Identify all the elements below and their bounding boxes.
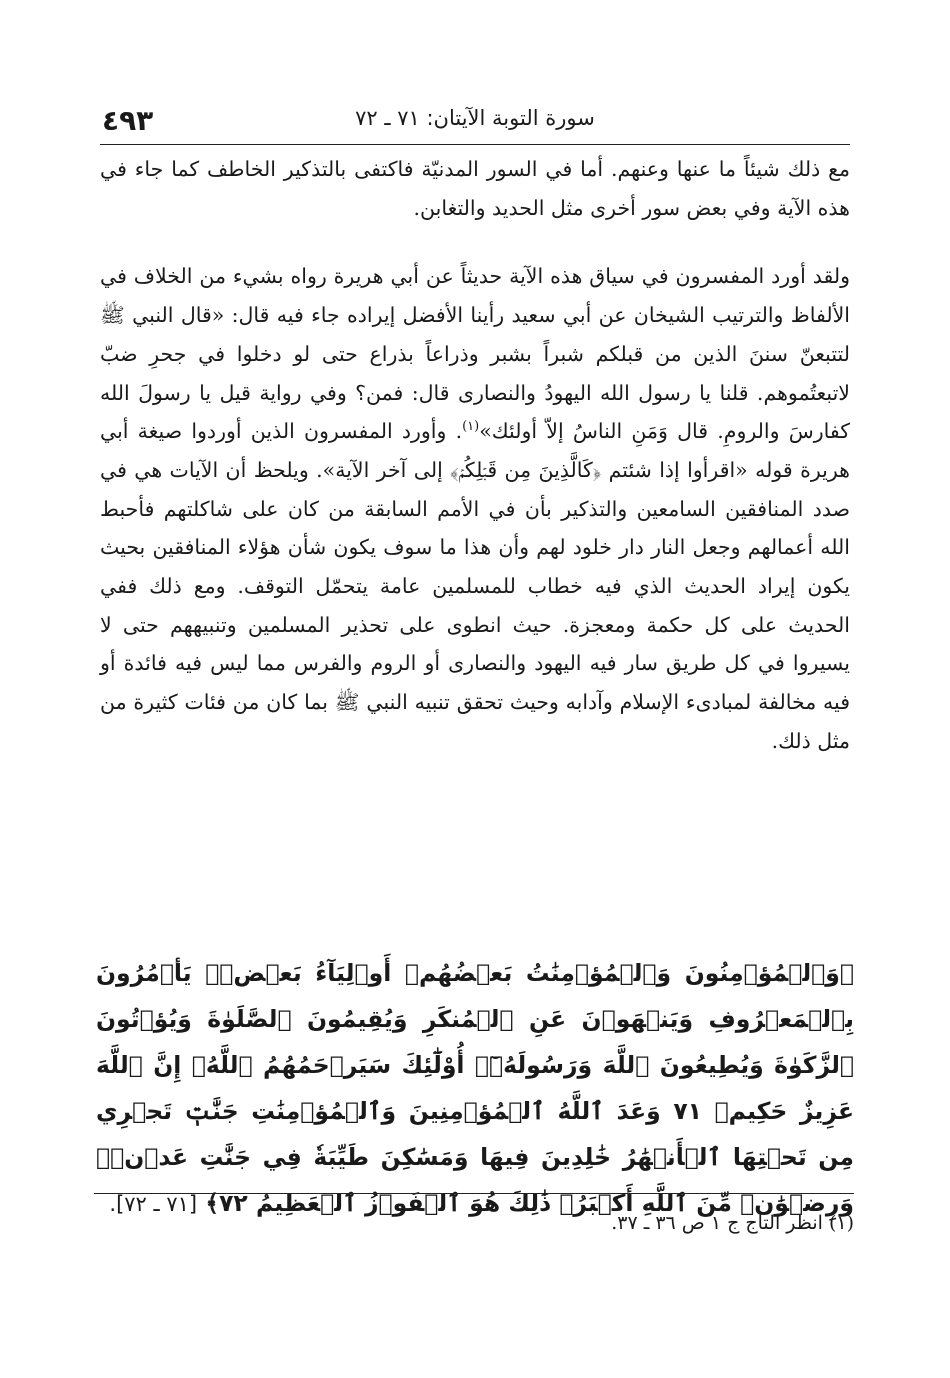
paragraph-2-main: ولقد أورد المفسرون في سياق هذه الآية حديثاً عن أبي هريرة رواه بشيء من الخلاف في الألفاظ والترتيب الشيخان عن أبي سعيد رأينا الأفضل إيراده جاء فيه قال: «قال النبي ﷺ لتتبعنّ سننَ الذين من قبلكم شبراً بشبر وذراعاً بذراع حتى لو دخلوا في جحرِ ضبّ لاتبعتُموهم. قلنا يا رسول الله اليهودُ والنصارى قال: فمن؟ وفي رواية قيل يا رسولَ الله كفارسَ والرومِ. قال وَمَنِ الناسُ إلاّ أولئك» <box>100 264 850 444</box>
verse-reference: [٧١ ـ ٧٢]. <box>109 1192 198 1216</box>
quran-verse-block <box>96 950 854 1227</box>
page-number: ٤٩٣ <box>102 104 154 137</box>
page-header <box>100 100 850 145</box>
running-title: سورة التوبة الآيتان: ٧١ ـ ٧٢ <box>355 106 595 130</box>
body-text <box>100 150 850 761</box>
paragraph-2-rest: . وأورد المفسرون الذين أوردوا صيغة أبي هريرة قوله «اقرأوا إذا شئتم ﴿كَالَّذِينَ مِن قَبۡلِكُمۡ﴾ إلى آخر الآية». ويلحظ أن الآيات هي في صدد المنافقين السامعين والتذكير بأن في الأمم السابقة من كان على شاكلتهم فأحبط الله أعمالهم وجعل النار دار خلود لهم وأن هذا ما سوف يكون شأن هؤلاء المنافقين بحيث يكون إيراد الحديث الذي فيه خطاب للمسلمين عامة يتحمّل التوقف. ومع ذلك ففي الحديث على كل حكمة ومعجزة. حيث انطوى على تحذير المسلمين وتنبيههم حتى لا يسيروا في كل طريق سار فيه اليهود والنصارى أو الروم والفرس مما ليس فيه فائدة أو فيه مخالفة لمبادىء الإسلام وآدابه وحيث تحقق تنبيه النبي ﷺ بما كان من فئات كثيرة من مثل ذلك. <box>100 419 850 753</box>
footnote-divider <box>94 1193 854 1194</box>
paragraph-2 <box>100 257 850 760</box>
footnote: (١) انظر التاج ج ١ ص ٣٦ ـ ٣٧. <box>611 1212 854 1234</box>
paragraph-1: مع ذلك شيئاً ما عنها وعنهم. أما في السور المدنيّة فاكتفى بالتذكير الخاطف كما جاء في هذه الآية وفي بعض سور أخرى مثل الحديد والتغابن. <box>100 157 850 220</box>
footnote-marker: (١) <box>462 419 480 435</box>
quran-verse-text: ﴿وَٱلۡمُؤۡمِنُونَ وَٱلۡمُؤۡمِنَٰتُ بَعۡضُهُمۡ أَوۡلِيَآءُ بَعۡضٖۚ يَأۡمُرُونَ بِٱلۡمَعۡرُوفِ وَيَنۡهَوۡنَ عَنِ ٱلۡمُنكَرِ وَيُقِيمُونَ ٱلصَّلَوٰةَ وَيُؤۡتُونَ ٱلزَّكَوٰةَ وَيُطِيعُونَ ٱللَّهَ وَرَسُولَهُۥٓۚ أُوْلَٰٓئِكَ سَيَرۡحَمُهُمُ ٱللَّهُۗ إِنَّ ٱللَّهَ عَزِيزٌ حَكِيمٞ ٧١ وَعَدَ ٱللَّهُ ٱلۡمُؤۡمِنِينَ وَٱلۡمُؤۡمِنَٰتِ جَنَّٰتٖ تَجۡرِي مِن تَحۡتِهَا ٱلۡأَنۡهَٰرُ خَٰلِدِينَ فِيهَا وَمَسَٰكِنَ طَيِّبَةٗ فِي جَنَّٰتِ عَدۡنٖۚ وَرِضۡوَٰنٞ مِّنَ ٱللَّهِ أَكۡبَرُۚ ذَٰلِكَ هُوَ ٱلۡفَوۡزُ ٱلۡعَظِيمُ ٧٢﴾ <box>96 959 854 1217</box>
